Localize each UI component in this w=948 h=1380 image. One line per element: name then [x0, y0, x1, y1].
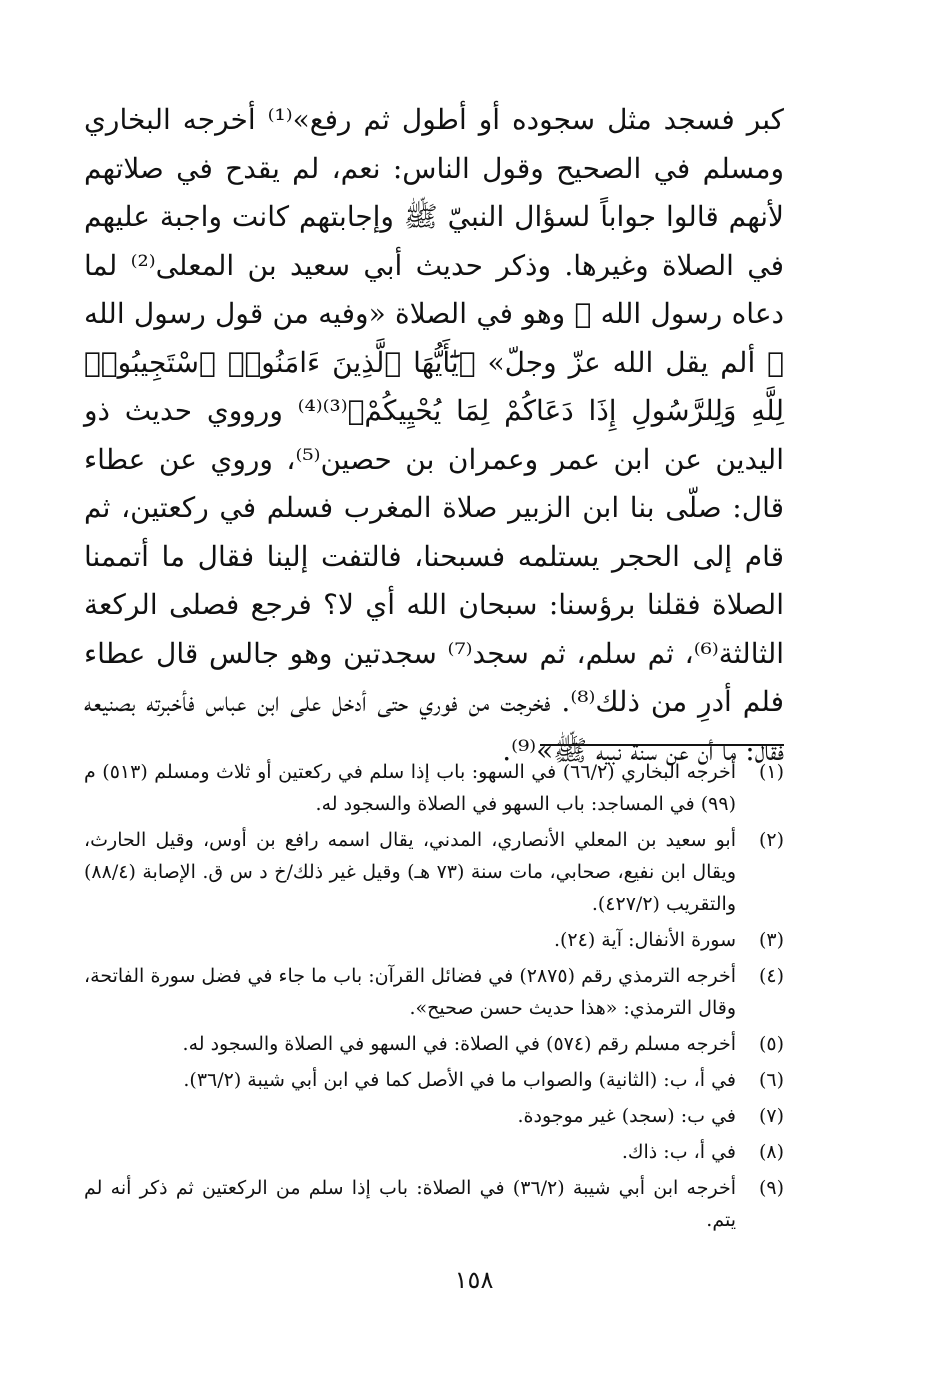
footnote-number: (٦) — [758, 1069, 784, 1091]
footnote-number: (٨) — [758, 1141, 784, 1163]
footnote-text: أخرجه ابن أبي شيبة (٣٦/٢) في الصلاة: باب إذا سلم من الركعتين ثم ذكر أنه لم يتم. — [84, 1177, 736, 1231]
footnote-number: (٣) — [758, 929, 784, 951]
footnote-text: سورة الأنفال: آية (٢٤). — [553, 929, 736, 951]
footnote-text: في أ، ب: (الثانية) والصواب ما في الأصل كما في ابن أبي شيبة (٣٦/٢). — [183, 1069, 736, 1091]
footnote-separator — [540, 744, 784, 746]
footnote-number: (٥) — [758, 1033, 784, 1055]
footnote-text: في ب: (سجد) غير موجودة. — [517, 1105, 736, 1127]
footnote-item — [84, 924, 784, 956]
footnote-item — [84, 1064, 784, 1096]
main-text-block — [84, 96, 784, 775]
footnote-number: (١) — [758, 761, 784, 783]
footnote-text: أبو سعيد بن المعلي الأنصاري، المدني، يقال اسمه رافع بن أوس، وقيل الحارث، ويقال ابن نفيع، صحابي، مات سنة (٧٣ هـ) وقيل غير ذلك/خ د س ق. الإصابة (٨٨/٤) والتقريب (٤٢٧/٢). — [84, 829, 736, 915]
page-number: ١٥٨ — [454, 1266, 494, 1294]
footnote-number: (٤) — [758, 965, 784, 987]
footnote-item — [84, 1172, 784, 1236]
footnote-number: (٩) — [758, 1177, 784, 1199]
footnote-item — [84, 1100, 784, 1132]
footnote-item — [84, 960, 784, 1024]
main-paragraph: كبر فسجد مثل سجوده أو أطول ثم رفع»⁽¹⁾ أخرجه البخاري ومسلم في الصحيح وقول الناس: نعم، لم يقدح في صلاتهم لأنهم قالوا جواباً لسؤال النبيّ ﷺ وإجابتهم كانت واجبة عليهم في الصلاة وغيرها. وذكر حديث أبي سعيد بن المعلى⁽²⁾ لما دعاه رسول الله ﷺ وهو في الصلاة «وفيه من قول رسول الله ﷺ ألم يقل الله عزّ وجلّ» ﴿يَٰٓأَيُّهَا ٱلَّذِينَ ءَامَنُوا۟ ٱسْتَجِيبُوا۟ لِلَّهِ وَلِلرَّسُولِ إِذَا دَعَاكُمْ لِمَا يُحْيِيكُمْ﴾⁽³⁾⁽⁴⁾ ورووي حديث ذو اليدين عن ابن عمر وعمران بن حصين⁽⁵⁾، وروي عن عطاء قال: صلّى بنا ابن الزبير صلاة المغرب فسلم في ركعتين، ثم قام إلى الحجر يستلمه فسبحنا، فالتفت إلينا فقال ما أتممنا الصلاة فقلنا برؤسنا: سبحان الله أي لا؟ فرجع فصلى الركعة الثالثة⁽⁶⁾، ثم سلم، ثم سجد⁽⁷⁾ سجدتين وهو جالس قال عطاء فلم أدرِ من ذلك⁽⁸⁾. فخرجت من فوري حتى أدخل على ابن عباس فأخبرته بصنيعه فقال: ما أن عن سنة نبيه ﷺ»⁽⁹⁾. — [84, 103, 785, 767]
footnote-item — [84, 824, 784, 920]
footnote-text: أخرجه مسلم رقم (٥٧٤) في الصلاة: في السهو في الصلاة والسجود له. — [182, 1033, 736, 1055]
footnotes-block — [84, 756, 784, 1240]
footnote-text: أخرجه البخاري (٦٦/٢) في السهو: باب إذا سلم في ركعتين أو ثلاث ومسلم (٥١٣) م (٩٩) في المساجد: باب السهو في الصلاة والسجود له. — [84, 761, 737, 815]
footnote-number: (٢) — [758, 829, 784, 851]
footnote-number: (٧) — [758, 1105, 784, 1127]
footnote-item — [84, 756, 784, 820]
footnote-text: أخرجه الترمذي رقم (٢٨٧٥) في فضائل القرآن: باب ما جاء في فضل سورة الفاتحة، وقال الترمذي: «هذا حديث حسن صحيح». — [84, 965, 736, 1019]
footnote-item — [84, 1028, 784, 1060]
footnote-text: في أ، ب: ذاك. — [621, 1141, 736, 1163]
footnote-item — [84, 1136, 784, 1168]
